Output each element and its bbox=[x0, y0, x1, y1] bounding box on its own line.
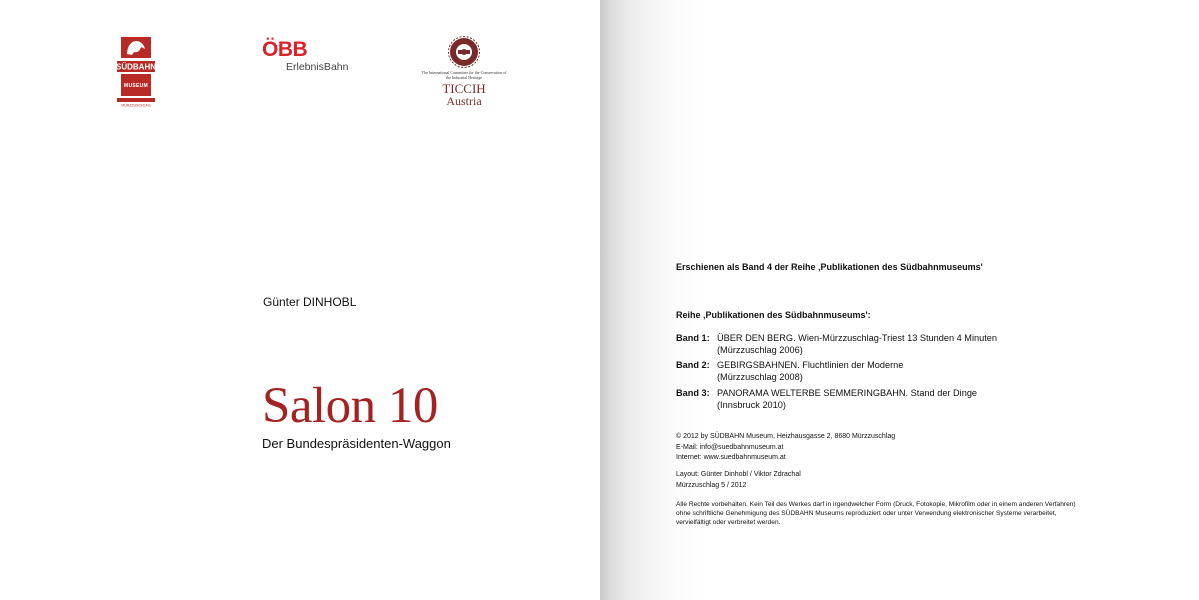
band-number: Band 1: bbox=[676, 333, 710, 343]
obb-mark: ÖBB bbox=[262, 38, 308, 61]
band-title: PANORAMA WELTERBE SEMMERINGBAHN. Stand der Dinge bbox=[717, 388, 978, 398]
place-date: Mürzzuschlag 5 / 2012 bbox=[676, 481, 747, 489]
suedbahn-museum-logo bbox=[115, 34, 157, 108]
book-subtitle: Der Bundespräsidenten-Waggon bbox=[262, 436, 451, 451]
ticcih-austria-logo bbox=[420, 36, 508, 112]
layout-credit: Layout: Günter Dinhobl / Viktor Zdrachal bbox=[676, 471, 801, 478]
obb-erlebnisbahn-logo bbox=[262, 38, 356, 78]
book-title: Salon 10 bbox=[262, 378, 438, 434]
email-line: E-Mail: info@suedbahnmuseum.at bbox=[676, 443, 784, 451]
published-note: Erschienen als Band 4 der Reihe ‚Publikationen des Südbahnmuseums' bbox=[676, 262, 983, 272]
ticcih-caption: The International Committee for the Conservation of the Industrial Heritage bbox=[421, 70, 507, 80]
band-title: ÜBER DEN BERG. Wien-Mürzzuschlag-Triest 13 Stunden 4 Minuten bbox=[717, 333, 997, 343]
band-place: (Innsbruck 2010) bbox=[717, 400, 786, 410]
ticcih-country: Austria bbox=[446, 94, 482, 108]
copyright-line: © 2012 by SÜDBAHN Museum, Heizhausgasse 2, 8680 Mürzzuschlag bbox=[676, 433, 896, 440]
gear-icon bbox=[448, 36, 480, 68]
credits-block bbox=[676, 470, 801, 491]
band-place: (Mürzzuschlag 2008) bbox=[717, 372, 803, 382]
ticcih-name: TICCIH bbox=[442, 81, 486, 96]
internet-line: Internet: www.suedbahnmuseum.at bbox=[676, 454, 786, 461]
suedbahn-logo-sub: MUSEUM bbox=[123, 83, 149, 89]
obb-sub: ErlebnisBahn bbox=[286, 61, 349, 73]
suedbahn-logo-place: MÜRZZUSCHLAG bbox=[121, 103, 151, 108]
band-place: (Mürzzuschlag 2006) bbox=[717, 345, 803, 355]
contact-block bbox=[676, 432, 895, 464]
band-number: Band 2: bbox=[676, 360, 710, 370]
band-number: Band 3: bbox=[676, 388, 710, 398]
series-heading: Reihe ‚Publikationen des Südbahnmuseums': bbox=[676, 310, 871, 320]
rights-notice: Alle Rechte vorbehalten. Kein Teil des Werkes darf in irgendwelcher Form (Druck, Fotokopie, Mikrofilm oder in einem anderen Verfahren) ohne schriftliche Genehmigung des SÜDBAHN Museums reproduziert oder unter Verwendung elektronischer Systeme verarbeitet, vervielfältigt oder verbreitet werden. bbox=[676, 501, 1076, 526]
suedbahn-logo-name: SÜDBAHN bbox=[116, 62, 156, 72]
band-title: GEBIRGSBAHNEN. Fluchtlinien der Moderne bbox=[717, 360, 904, 370]
author: Günter DINHOBL bbox=[263, 295, 357, 309]
